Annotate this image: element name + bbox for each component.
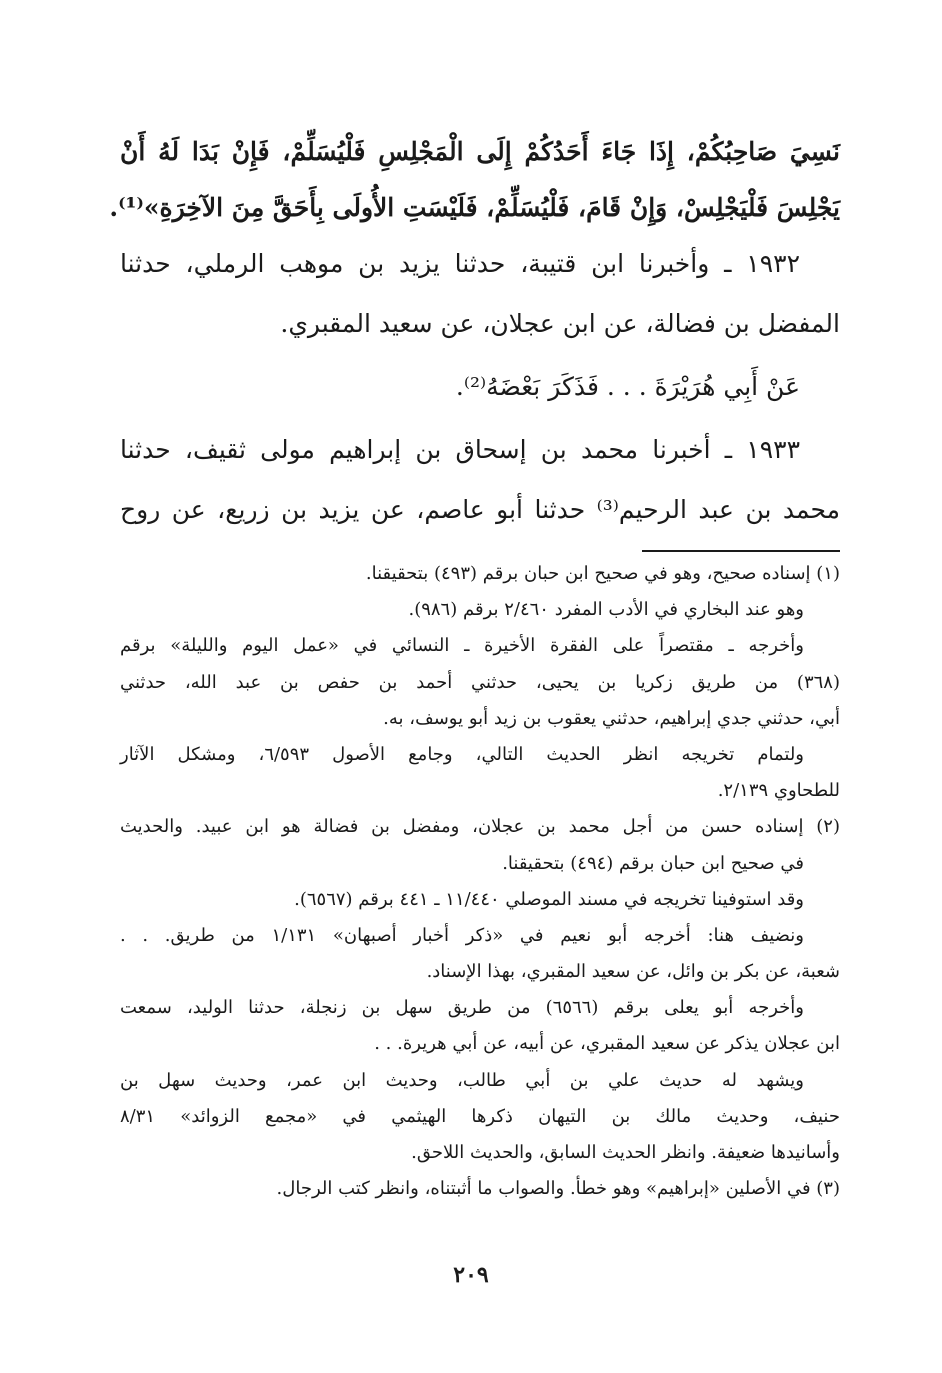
footnote-line: ونضيف هنا: أخرجه أبو نعيم في «ذكر أخبار أصبهان» ١/١٣١ من طريق. . . <box>120 924 804 946</box>
hadith-text-line: يَجْلِسَ فَلْيَجْلِسْ، وَإِنْ قَامَ، فَلْيُسَلِّمْ، فَلَيْسَتِ الأُولَى بِأَحَقَّ مِنَ الآخِرَةِ»⁽¹⁾. <box>109 193 840 222</box>
footnote-line: شعبة، عن بكر بن وائل، عن سعيد المقبري، بهذا الإسناد. <box>426 961 840 983</box>
isnad-line: المفضل بن فضالة، عن ابن عجلان، عن سعيد المقبري. <box>280 309 840 338</box>
footnote-line: ولتمام تخريجه انظر الحديث التالي، وجامع الأصول ٦/٥٩٣، ومشكل الآثار <box>120 743 804 765</box>
footnote-divider <box>642 550 840 552</box>
page-number: ٢٠٩ <box>453 1262 489 1288</box>
footnote-line: (٣٦٨) من طريق زكريا بن يحيى، حدثني أحمد بن حفص بن عبد الله، حدثني <box>120 671 840 693</box>
hadith-text-line: عَنْ أَبِي هُرَيْرَةَ . . . فَذَكَرَ بَعْضَهُ⁽²⁾. <box>455 372 800 401</box>
footnote-3: (٣) في الأصلين «إبراهيم» وهو خطأ. والصواب ما أثبتناه، وانظر كتب الرجال. <box>276 1178 840 1200</box>
footnote-line: ابن عجلان يذكر عن سعيد المقبري، عن أبيه، عن أبي هريرة. . . <box>374 1033 840 1055</box>
footnote-line: وأسانيدها ضعيفة. وانظر الحديث السابق، والحديث اللاحق. <box>411 1142 840 1163</box>
footnote-2: (٢) إسناده حسن من أجل محمد بن عجلان، ومفضل بن فضالة هو ابن عبيد. والحديث <box>120 816 840 838</box>
footnote-line: ويشهد له حديث علي بن أبي طالب، وحديث ابن عمر، وحديث سهل بن <box>120 1069 804 1091</box>
isnad-line: ١٩٣٢ ـ وأخبرنا ابن قتيبة، حدثنا يزيد بن موهب الرملي، حدثنا <box>120 249 800 278</box>
footnote-line: حنيف، وحديث مالك بن التيهان ذكرها الهيثمي في «مجمع الزوائد» ٨/٣١ <box>120 1105 840 1127</box>
isnad-line: محمد بن عبد الرحيم⁽³⁾ حدثنا أبو عاصم، عن يزيد بن زريع، عن روح <box>120 495 840 524</box>
footnote-line: وأخرجه ـ مقتصراً على الفقرة الأخيرة ـ النسائي في «عمل اليوم والليلة» برقم <box>120 635 804 657</box>
main-text <box>109 122 840 540</box>
footnotes <box>120 556 840 1207</box>
footnote-line: وأخرجه أبو يعلى برقم (٦٥٦٦) من طريق سهل بن زنجلة، حدثنا الوليد، سمعت <box>120 997 804 1019</box>
hadith-text-line: نَسِيَ صَاحِبُكُمْ، إِذَا جَاءَ أَحَدُكُمْ إِلَى الْمَجْلِسِ فَلْيُسَلِّمْ، فَإِنْ بَدَا لَهُ أَنْ <box>120 137 840 166</box>
footnote-line: للطحاوي ٢/١٣٩. <box>717 780 840 802</box>
footnote-line: أبي، حدثني جدي إبراهيم، حدثني يعقوب بن زيد أبو يوسف، به. <box>383 707 840 729</box>
footnote-line: في صحيح ابن حبان برقم (٤٩٤) بتحقيقنا. <box>502 852 804 874</box>
footnote-line: وهو عند البخاري في الأدب المفرد ٢/٤٦٠ برقم (٩٨٦). <box>408 599 804 621</box>
footnote-line: وقد استوفينا تخريجه في مسند الموصلي ١١/٤٤٠ ـ ٤٤١ برقم (٦٥٦٧). <box>294 888 804 910</box>
footnote-1: (١) إسناده صحيح، وهو في صحيح ابن حبان برقم (٤٩٣) بتحقيقنا. <box>365 563 840 584</box>
isnad-line: ١٩٣٣ ـ أخبرنا محمد بن إسحاق بن إبراهيم مولى ثقيف، حدثنا <box>120 435 800 464</box>
